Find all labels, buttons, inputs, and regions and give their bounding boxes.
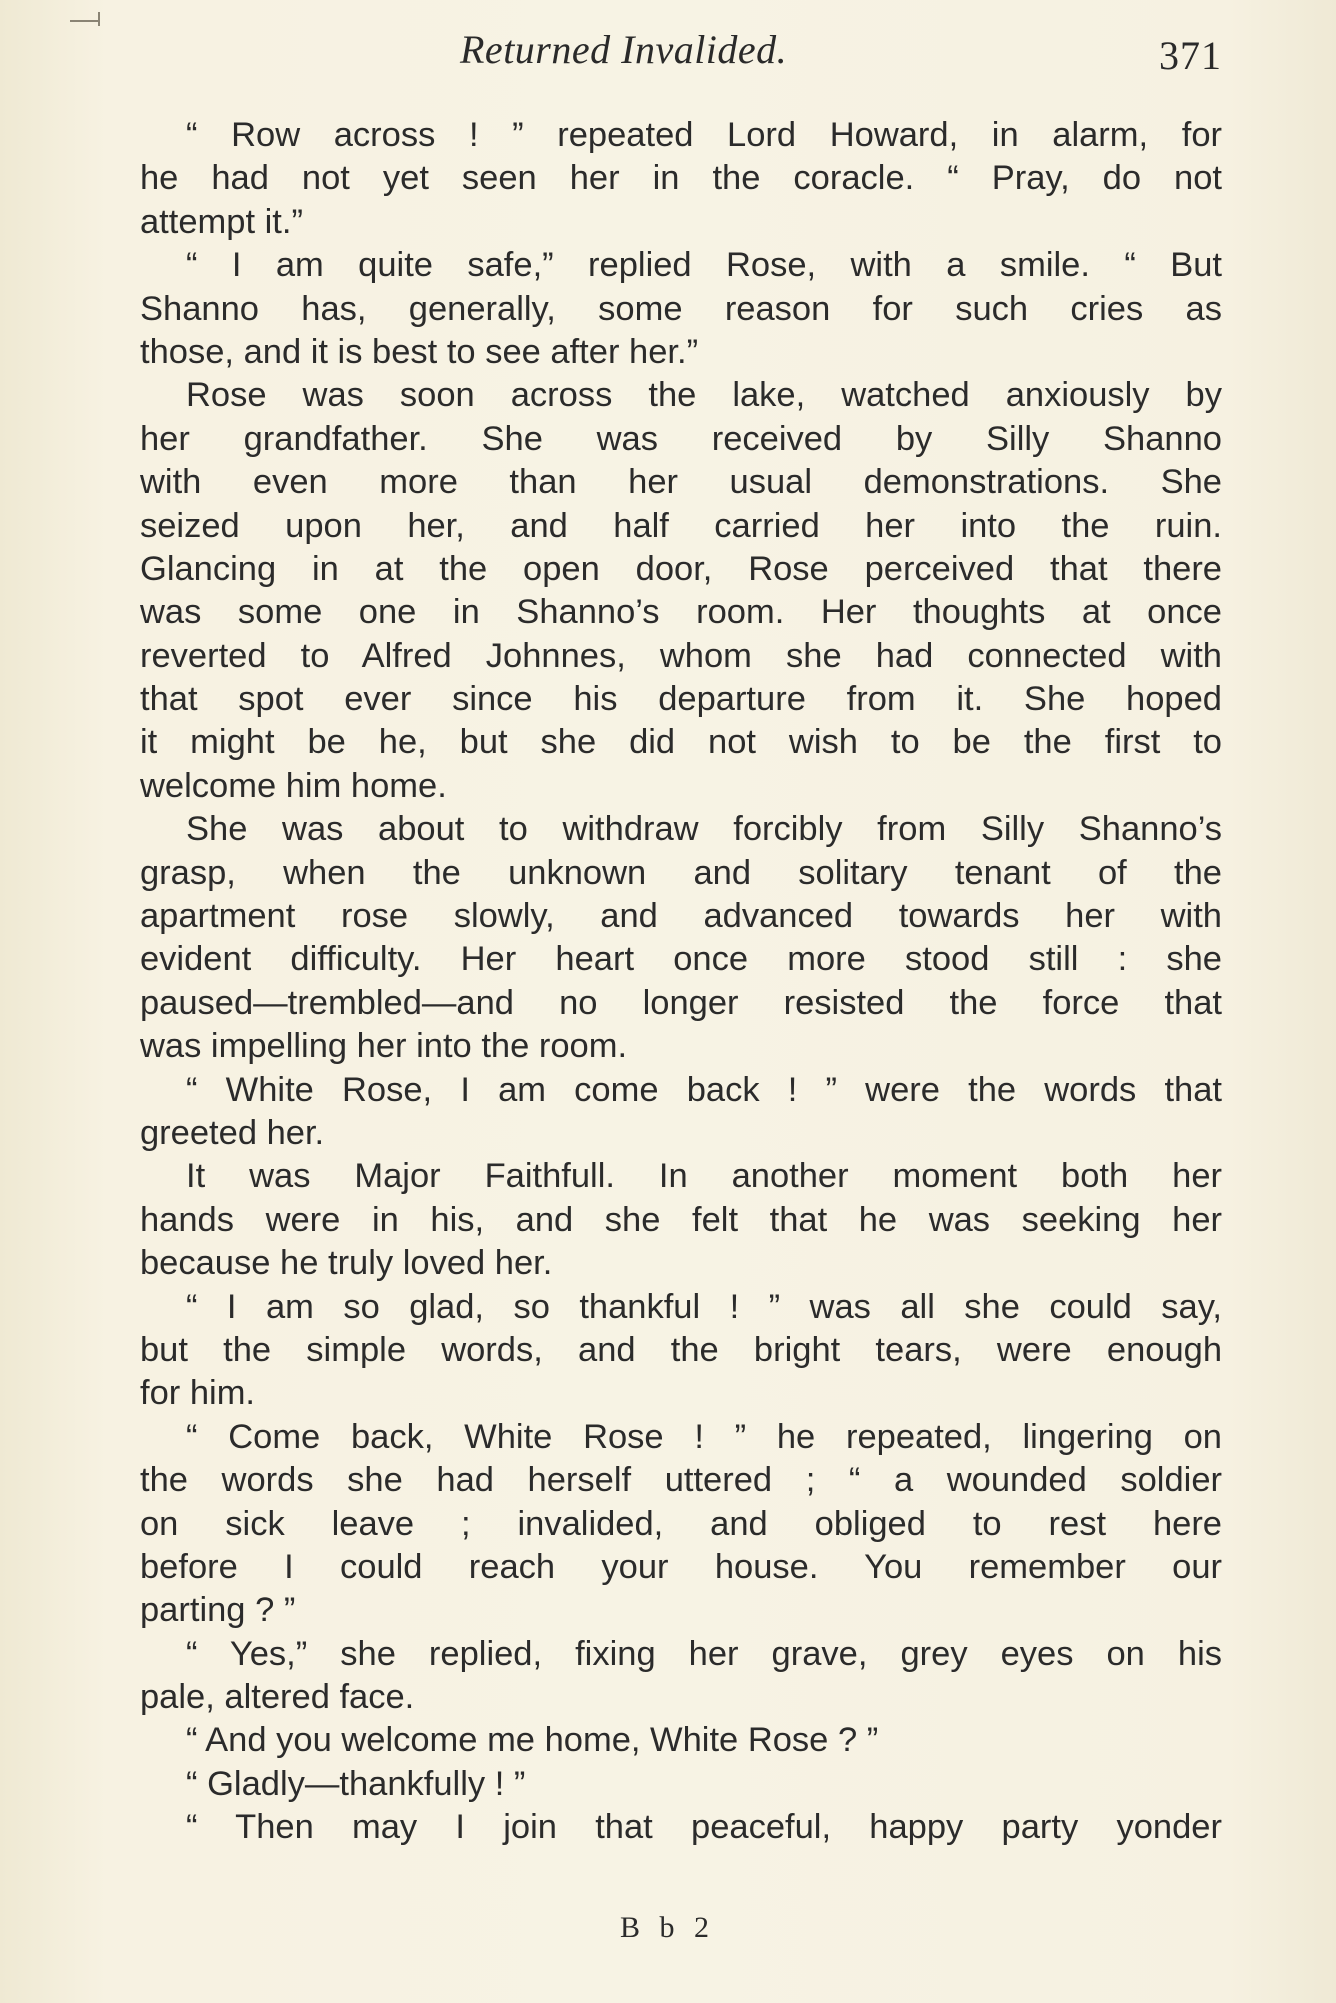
text-line: because he truly loved her.: [140, 1244, 553, 1283]
text-line: it might be he, but she did not wish to be the first to: [140, 723, 1222, 762]
text-line: was impelling her into the room.: [140, 1027, 628, 1066]
text-line: for him.: [140, 1374, 256, 1413]
text-line: It was Major Faithfull. In another moment both her: [186, 1157, 1222, 1196]
text-line: greeted her.: [140, 1113, 325, 1152]
text-line: Rose was soon across the lake, watched anxiously by: [186, 376, 1222, 415]
text-line: he had not yet seen her in the coracle. “ Pray, do not: [140, 159, 1222, 198]
text-line: those, and it is best to see after her.”: [140, 332, 699, 371]
text-line: “ Row across ! ” repeated Lord Howard, in alarm, for: [186, 116, 1222, 154]
signature-mark: B b 2: [620, 1911, 716, 1944]
text-line: apartment rose slowly, and advanced towards her with: [140, 897, 1222, 936]
text-line: “ Come back, White Rose ! ” he repeated, lingering on: [186, 1417, 1222, 1456]
text-line: paused—trembled—and no longer resisted the force that: [140, 983, 1222, 1022]
text-line: attempt it.”: [140, 202, 303, 241]
text-line: “ And you welcome me home, White Rose ? ”: [186, 1721, 879, 1760]
text-line: her grandfather. She was received by Silly Shanno: [140, 419, 1222, 458]
text-line: “ Then may I join that peaceful, happy party yonder: [186, 1808, 1222, 1847]
text-line: before I could reach your house. You remember our: [140, 1547, 1222, 1586]
text-line: the words she had herself uttered ; “ a wounded soldier: [140, 1461, 1222, 1500]
text-line: “ I am quite safe,” replied Rose, with a smile. “ But: [186, 246, 1222, 285]
text-line: “ Gladly—thankfully ! ”: [186, 1764, 526, 1803]
text-line: but the simple words, and the bright tears, were enough: [140, 1330, 1222, 1369]
text-line: with even more than her usual demonstrations. She: [140, 463, 1222, 502]
text-line: that spot ever since his departure from it. She hoped: [140, 680, 1222, 719]
text-line: She was about to withdraw forcibly from Silly Shanno’s: [186, 810, 1222, 849]
text-line: on sick leave ; invalided, and obliged to rest here: [140, 1504, 1222, 1543]
text-line: Shanno has, generally, some reason for such cries as: [140, 289, 1222, 328]
text-line: was some one in Shanno’s room. Her thoughts at once: [140, 593, 1222, 632]
text-line: hands were in his, and she felt that he was seeking her: [140, 1200, 1222, 1239]
text-line: parting ? ”: [140, 1591, 296, 1630]
text-line: pale, altered face.: [140, 1678, 415, 1717]
text-line: grasp, when the unknown and solitary tenant of the: [140, 853, 1222, 892]
text-line: “ I am so glad, so thankful ! ” was all she could say,: [186, 1287, 1222, 1326]
text-line: seized upon her, and half carried her into the ruin.: [140, 506, 1222, 545]
text-line: reverted to Alfred Johnnes, whom she had connected with: [140, 636, 1222, 675]
running-title: Returned Invalided.: [460, 27, 788, 72]
text-line: evident difficulty. Her heart once more stood still : she: [140, 940, 1222, 979]
page-number: 371: [1159, 33, 1222, 78]
text-line: Glancing in at the open door, Rose perceived that there: [140, 549, 1222, 588]
text-line: welcome him home.: [140, 766, 447, 805]
corner-mark: [70, 20, 100, 22]
running-head: [140, 22, 1222, 78]
body-text: [140, 114, 1222, 1850]
text-line: “ Yes,” she replied, fixing her grave, grey eyes on his: [186, 1634, 1222, 1673]
text-line: “ White Rose, I am come back ! ” were the words that: [186, 1070, 1222, 1109]
